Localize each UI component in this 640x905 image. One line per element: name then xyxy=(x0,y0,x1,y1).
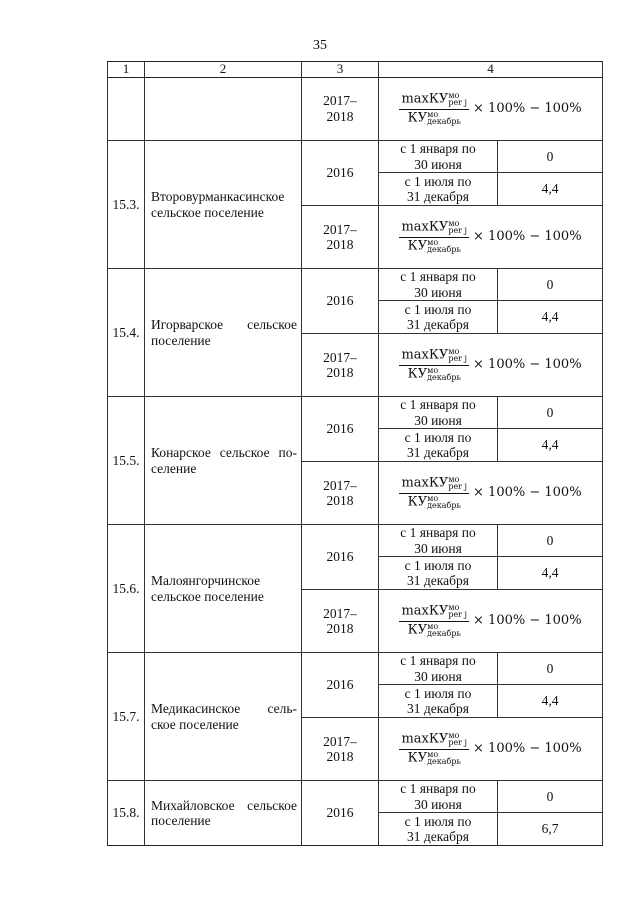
formula-numerator xyxy=(399,604,469,622)
empty-cell xyxy=(108,78,145,141)
formula-numerator-sup: мо xyxy=(448,346,460,356)
year-cell: 2016 xyxy=(302,525,379,590)
formula-tail: × 100% − 100% xyxy=(473,612,582,628)
formula-numerator-sub: per j xyxy=(448,98,468,108)
row-number: 15.6. xyxy=(108,525,145,653)
settlement-name-line: Медикасинское сель- xyxy=(151,701,297,717)
formula-denominator-indices xyxy=(427,751,461,765)
year-cell: 2016 xyxy=(302,269,379,334)
formula-fraction xyxy=(399,604,469,638)
formula-numerator xyxy=(399,348,469,366)
header-col-4: 4 xyxy=(379,62,603,78)
value-cell: 4,4 xyxy=(498,173,603,206)
settlement-name-line: сельское поселение xyxy=(151,204,264,220)
settlement-name xyxy=(145,781,302,846)
formula xyxy=(379,348,602,382)
formula xyxy=(379,220,602,254)
period-cell: с 1 января по 30 июня xyxy=(379,653,498,685)
year-cell: 2016 xyxy=(302,141,379,206)
formula-denominator-sub: декабрь xyxy=(427,628,461,638)
formula-denominator-sup: мо xyxy=(427,237,439,247)
formula-numerator-base: maxКУ xyxy=(401,603,449,619)
formula-denominator-indices xyxy=(427,495,461,509)
formula-fraction xyxy=(399,348,469,382)
header-col-3: 3 xyxy=(302,62,379,78)
formula-numerator-sup: мо xyxy=(448,731,460,741)
formula-tail: × 100% − 100% xyxy=(473,228,582,244)
table-row xyxy=(108,269,603,301)
formula-cell xyxy=(379,718,603,781)
formula-denominator-base: КУ xyxy=(407,366,428,382)
table-row xyxy=(108,397,603,429)
period-cell: с 1 января по 30 июня xyxy=(379,269,498,301)
formula-numerator-base: maxКУ xyxy=(401,219,449,235)
year-cell: 2017– 2018 xyxy=(302,718,379,781)
period-cell: с 1 июля по 31 декабря xyxy=(379,813,498,846)
table-row xyxy=(108,781,603,813)
formula-numerator-sub: per j xyxy=(448,482,468,492)
formula-numerator-sub: per j xyxy=(448,226,468,236)
settlement-name-line: поселение xyxy=(151,332,211,348)
header-col-2: 2 xyxy=(145,62,302,78)
value-cell: 0 xyxy=(498,781,603,813)
formula-numerator-sub: per j xyxy=(448,610,468,620)
year-cell: 2017– 2018 xyxy=(302,334,379,397)
formula-denominator-base: КУ xyxy=(407,750,428,766)
row-number: 15.5. xyxy=(108,397,145,525)
formula-denominator xyxy=(406,494,463,511)
table-row xyxy=(108,653,603,685)
value-cell: 4,4 xyxy=(498,557,603,590)
formula xyxy=(379,732,602,766)
formula-denominator xyxy=(406,366,463,383)
formula-numerator-base: maxКУ xyxy=(401,475,449,491)
formula-denominator-indices xyxy=(427,111,461,125)
formula xyxy=(379,92,602,126)
tariff-table xyxy=(107,61,603,846)
value-cell: 4,4 xyxy=(498,685,603,718)
formula-fraction xyxy=(399,92,469,126)
formula-numerator-indices xyxy=(448,220,467,234)
value-cell: 0 xyxy=(498,141,603,173)
period-cell: с 1 июля по 31 декабря xyxy=(379,685,498,718)
formula-denominator-indices xyxy=(427,367,461,381)
formula-tail: × 100% − 100% xyxy=(473,356,582,372)
header-col-1: 1 xyxy=(108,62,145,78)
formula-cell xyxy=(379,334,603,397)
header-row xyxy=(108,62,603,78)
formula-denominator-sub: декабрь xyxy=(427,116,461,126)
formula-denominator-base: КУ xyxy=(407,238,428,254)
period-cell: с 1 января по 30 июня xyxy=(379,141,498,173)
period-cell: с 1 января по 30 июня xyxy=(379,525,498,557)
empty-cell xyxy=(145,78,302,141)
value-cell: 4,4 xyxy=(498,301,603,334)
settlement-name xyxy=(145,269,302,397)
table-row xyxy=(108,525,603,557)
formula-tail: × 100% − 100% xyxy=(473,100,582,116)
formula xyxy=(379,604,602,638)
formula-numerator-sup: мо xyxy=(448,603,460,612)
formula-numerator-sup: мо xyxy=(448,474,460,484)
settlement-name-line: ское поселение xyxy=(151,716,239,732)
settlement-name-line: Михайловское сельское xyxy=(151,797,297,813)
settlement-name-line: селение xyxy=(151,460,197,476)
formula-numerator-sub: per j xyxy=(448,738,468,748)
formula-fraction xyxy=(399,732,469,766)
formula-numerator-base: maxКУ xyxy=(401,731,449,747)
row-number: 15.3. xyxy=(108,141,145,269)
settlement-name-line: Второвурманкасинское xyxy=(151,189,285,204)
settlement-name xyxy=(145,525,302,653)
formula-numerator-indices xyxy=(448,476,467,490)
formula-denominator-sup: мо xyxy=(427,365,439,375)
formula-denominator xyxy=(406,750,463,767)
value-cell: 0 xyxy=(498,525,603,557)
year-cell: 2016 xyxy=(302,653,379,718)
formula-denominator-base: КУ xyxy=(407,622,428,638)
formula-denominator-sup: мо xyxy=(427,493,439,503)
page-number: 35 xyxy=(313,38,327,53)
settlement-name xyxy=(145,141,302,269)
formula-numerator-indices xyxy=(448,604,467,618)
formula-numerator-base: maxКУ xyxy=(401,91,449,107)
formula-fraction xyxy=(399,220,469,254)
settlement-name-line: поселение xyxy=(151,813,211,829)
year-cell: 2016 xyxy=(302,397,379,462)
value-cell: 0 xyxy=(498,653,603,685)
value-cell: 0 xyxy=(498,397,603,429)
formula-numerator-base: maxКУ xyxy=(401,347,449,363)
year-cell: 2017– 2018 xyxy=(302,462,379,525)
table-row xyxy=(108,78,603,141)
formula-tail: × 100% − 100% xyxy=(473,740,582,756)
formula-numerator-sub: per j xyxy=(448,354,468,364)
row-number: 15.7. xyxy=(108,653,145,781)
formula-denominator-sub: декабрь xyxy=(427,756,461,766)
formula-denominator-indices xyxy=(427,239,461,253)
value-cell: 6,7 xyxy=(498,813,603,846)
settlement-name xyxy=(145,653,302,781)
formula-numerator-sup: мо xyxy=(448,218,460,228)
year-cell: 2017– 2018 xyxy=(302,590,379,653)
formula-denominator-sup: мо xyxy=(427,749,439,759)
year-cell: 2017– 2018 xyxy=(302,206,379,269)
formula-denominator-base: КУ xyxy=(407,110,428,126)
formula-numerator xyxy=(399,220,469,238)
period-cell: с 1 июля по 31 декабря xyxy=(379,173,498,206)
formula-denominator xyxy=(406,238,463,255)
formula-cell xyxy=(379,590,603,653)
year-cell: 2017– 2018 xyxy=(302,78,379,141)
value-cell: 0 xyxy=(498,269,603,301)
formula xyxy=(379,476,602,510)
period-cell: с 1 января по 30 июня xyxy=(379,397,498,429)
formula-numerator-indices xyxy=(448,92,467,106)
formula-numerator xyxy=(399,476,469,494)
settlement-name-line: Игорварское сельское xyxy=(151,317,297,333)
formula-numerator-sup: мо xyxy=(448,90,460,100)
formula-denominator-base: КУ xyxy=(407,494,428,510)
formula-denominator-sub: декабрь xyxy=(427,244,461,254)
formula-cell xyxy=(379,78,603,141)
table-row xyxy=(108,141,603,173)
formula-denominator xyxy=(406,622,463,639)
formula-fraction xyxy=(399,476,469,510)
period-cell: с 1 июля по 31 декабря xyxy=(379,557,498,590)
formula-cell xyxy=(379,462,603,525)
formula-tail: × 100% − 100% xyxy=(473,484,582,500)
formula-denominator-sup: мо xyxy=(427,109,439,119)
formula-cell xyxy=(379,206,603,269)
formula-numerator-indices xyxy=(448,348,467,362)
formula-denominator-indices xyxy=(427,623,461,637)
settlement-name-line: Малоянгорчинское xyxy=(151,573,261,589)
row-number: 15.8. xyxy=(108,781,145,846)
formula-numerator-indices xyxy=(448,732,467,746)
formula-denominator-sub: декабрь xyxy=(427,500,461,510)
period-cell: с 1 января по 30 июня xyxy=(379,781,498,813)
period-cell: с 1 июля по 31 декабря xyxy=(379,429,498,462)
settlement-name-line: сельское поселение xyxy=(151,588,264,604)
year-cell: 2016 xyxy=(302,781,379,846)
settlement-name-line: Конарское сельское по- xyxy=(151,445,297,461)
formula-numerator xyxy=(399,92,469,110)
settlement-name xyxy=(145,397,302,525)
formula-numerator xyxy=(399,732,469,750)
period-cell: с 1 июля по 31 декабря xyxy=(379,301,498,334)
formula-denominator-sub: декабрь xyxy=(427,372,461,382)
row-number: 15.4. xyxy=(108,269,145,397)
value-cell: 4,4 xyxy=(498,429,603,462)
formula-denominator xyxy=(406,110,463,127)
formula-denominator-sup: мо xyxy=(427,621,439,631)
